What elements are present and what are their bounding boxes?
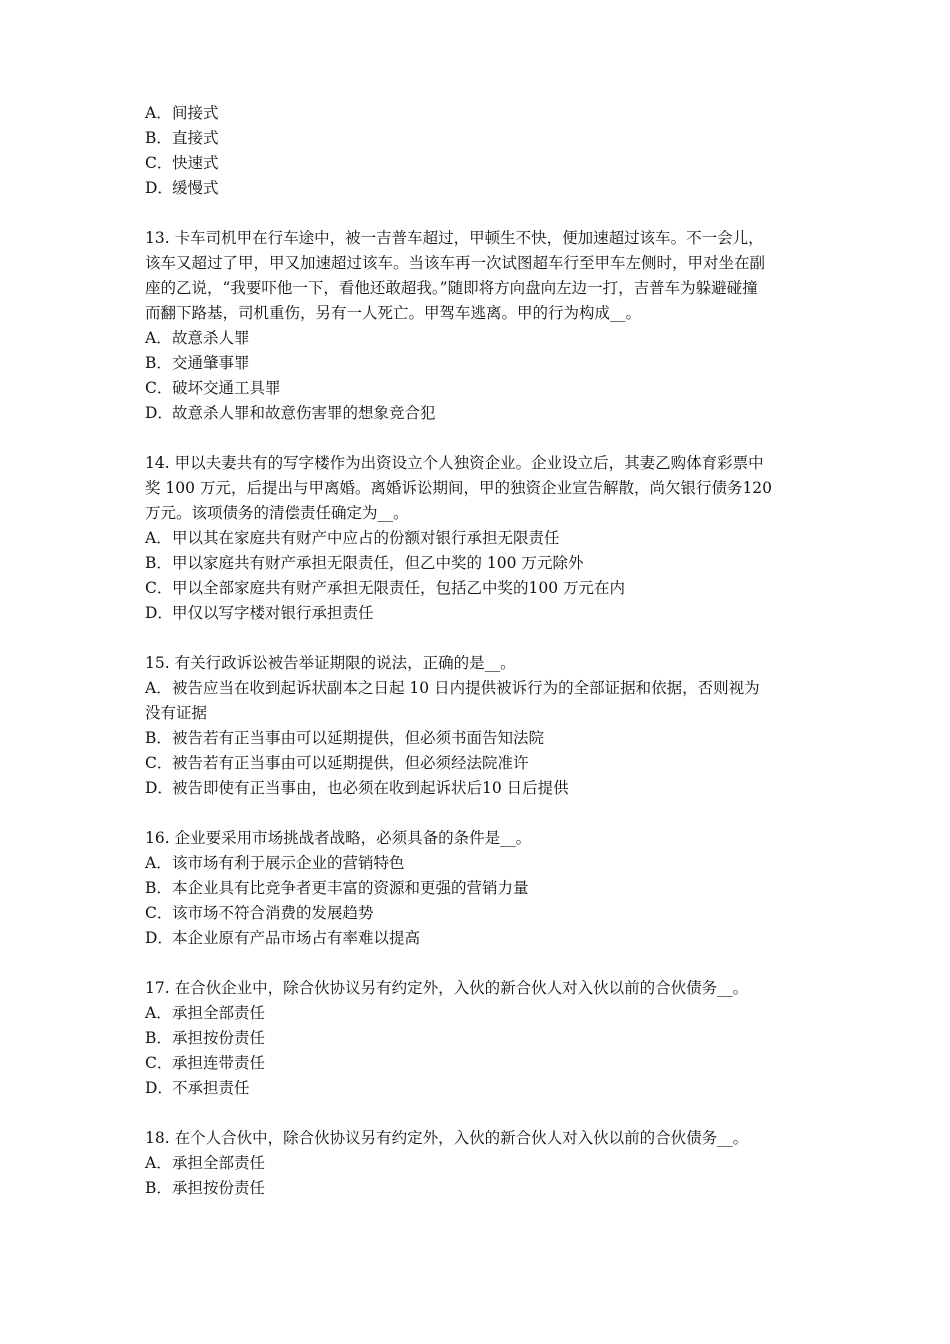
option-a-continuation: 没有证据 [145, 704, 208, 722]
option-c: C．甲以全部家庭共有财产承担无限责任，包括乙中奖的100 万元在内 [145, 579, 626, 597]
question-text-line: 座的乙说，“我要吓他一下，看他还敢超我。”随即将方向盘向左边一打，吉普车为躲避碰撞 [145, 279, 758, 297]
question-text-line: 15. 有关行政诉讼被告举证期限的说法，正确的是__。 [145, 654, 516, 672]
question-text-line: 万元。该项债务的清偿责任确定为__。 [145, 504, 409, 522]
option-a: A．承担全部责任 [145, 1004, 266, 1022]
option-c: C．快速式 [145, 154, 219, 172]
option-c: C．承担连带责任 [145, 1054, 266, 1072]
option-d: D．本企业原有产品市场占有率难以提高 [145, 929, 421, 947]
option-a: A．被告应当在收到起诉状副本之日起 10 日内提供被诉行为的全部证据和依据，否则视为 [145, 679, 760, 697]
option-d: D．甲仅以写字楼对银行承担责任 [145, 604, 374, 622]
question-16 [145, 826, 830, 951]
option-a: A．该市场有利于展示企业的营销特色 [145, 854, 405, 872]
question-text-line: 16. 企业要采用市场挑战者战略，必须具备的条件是__。 [145, 829, 532, 847]
question-18 [145, 1126, 830, 1201]
option-b: B．交通肇事罪 [145, 354, 250, 372]
option-d: D．故意杀人罪和故意伤害罪的想象竞合犯 [145, 404, 436, 422]
question-text-line: 14. 甲以夫妻共有的写字楼作为出资设立个人独资企业。企业设立后，其妻乙购体育彩票中 [145, 454, 764, 472]
option-d: D．缓慢式 [145, 179, 219, 197]
option-a: A．甲以其在家庭共有财产中应占的份额对银行承担无限责任 [145, 529, 560, 547]
option-a: A．承担全部责任 [145, 1154, 266, 1172]
question-text-line: 该车又超过了甲，甲又加速超过该车。当该车再一次试图超车行至甲车左侧时，甲对坐在副 [145, 254, 766, 272]
option-c: C．破坏交通工具罪 [145, 379, 281, 397]
question-text-line: 17. 在合伙企业中，除合伙协议另有约定外，入伙的新合伙人对入伙以前的合伙债务__。 [145, 979, 749, 997]
question-17 [145, 976, 830, 1101]
option-b: B．被告若有正当事由可以延期提供，但必须书面告知法院 [145, 729, 545, 747]
option-a: A．间接式 [145, 104, 219, 122]
option-d: D．被告即使有正当事由，也必须在收到起诉状后10 日后提供 [145, 779, 569, 797]
option-b: B．直接式 [145, 129, 219, 147]
option-b: B．承担按份责任 [145, 1179, 266, 1197]
option-c: C．被告若有正当事由可以延期提供，但必须经法院准许 [145, 754, 529, 772]
option-b: B．甲以家庭共有财产承担无限责任，但乙中奖的 100 万元除外 [145, 554, 584, 572]
question-text-line: 而翻下路基，司机重伤，另有一人死亡。甲驾车逃离。甲的行为构成__。 [145, 304, 642, 322]
question-14 [145, 451, 830, 626]
option-a: A．故意杀人罪 [145, 329, 250, 347]
option-d: D．不承担责任 [145, 1079, 250, 1097]
option-b: B．承担按份责任 [145, 1029, 266, 1047]
question-12-options [145, 101, 830, 201]
question-13 [145, 226, 830, 426]
question-15 [145, 651, 830, 801]
question-text-line: 奖 100 万元，后提出与甲离婚。离婚诉讼期间，甲的独资企业宣告解散，尚欠银行债务120 [145, 479, 773, 497]
option-b: B．本企业具有比竞争者更丰富的资源和更强的营销力量 [145, 879, 529, 897]
question-text-line: 18. 在个人合伙中，除合伙协议另有约定外，入伙的新合伙人对入伙以前的合伙债务__。 [145, 1129, 749, 1147]
question-text-line: 13. 卡车司机甲在行车途中，被一吉普车超过，甲顿生不快，便加速超过该车。不一会儿， [145, 229, 764, 247]
option-c: C．该市场不符合消费的发展趋势 [145, 904, 374, 922]
